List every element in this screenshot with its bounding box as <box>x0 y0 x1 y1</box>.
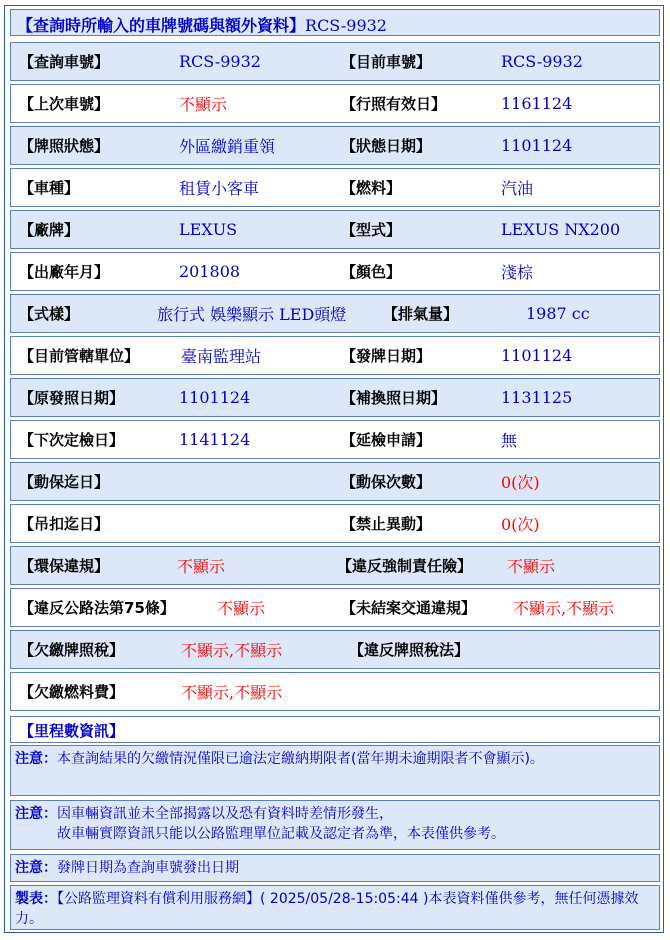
field-label: 【車種】 <box>19 179 80 197</box>
field-label: 【吊扣迄日】 <box>19 515 110 533</box>
field-value: 1101124 <box>501 346 573 365</box>
field-value: LEXUS NX200 <box>501 220 621 239</box>
field-label: 【動保次數】 <box>341 473 432 491</box>
note-line-2: 故車輛實際資訊只能以公路監理單位記載及認定者為準，本表僅供參考。 <box>57 826 505 842</box>
field-value: 不顯示,不顯示 <box>513 599 615 618</box>
info-row <box>10 420 660 459</box>
field-value: 無 <box>501 431 518 450</box>
footer-timestamp: ( 2025/05/28-15:05:44 ) <box>260 891 429 907</box>
field-label: 【狀態日期】 <box>341 137 432 155</box>
field-label: 【廠牌】 <box>19 221 80 239</box>
field-value: 1161124 <box>501 94 573 113</box>
note-text: 本查詢結果的欠繳情況僅限已逾法定繳納期限者(當年期未逾期限者不會顯示)。 <box>57 751 544 767</box>
field-label: 【違反強制責任險】 <box>337 557 473 575</box>
field-label: 【燃料】 <box>341 179 402 197</box>
field-value: LEXUS <box>179 220 238 239</box>
field-label: 【顏色】 <box>341 263 402 281</box>
info-row <box>10 126 660 165</box>
field-value: 不顯示 <box>177 557 226 576</box>
header-plate: RCS-9932 <box>305 16 387 35</box>
field-label: 【發牌日期】 <box>341 347 432 365</box>
footer-disclaimer: 本表資料僅供參考，無任何憑據效力。 <box>15 891 639 927</box>
field-label: 【延檢申請】 <box>341 431 432 449</box>
field-value: 外區繳銷重領 <box>179 137 276 156</box>
field-value: 淺棕 <box>501 263 534 282</box>
info-row <box>10 84 660 123</box>
report-header <box>10 9 660 36</box>
info-row <box>10 546 660 585</box>
note-key: 注意： <box>15 751 57 767</box>
field-value: RCS-9932 <box>501 52 583 71</box>
note-key: 注意： <box>15 806 57 822</box>
info-row <box>10 630 660 669</box>
field-label: 【禁止異動】 <box>341 515 432 533</box>
info-row <box>10 252 660 291</box>
note-overdue <box>10 745 660 796</box>
field-value: 1987 cc <box>526 304 590 323</box>
field-value: 臺南監理站 <box>181 347 262 366</box>
field-value: 1141124 <box>179 430 251 449</box>
field-label: 【排氣量】 <box>383 305 459 323</box>
field-label: 【行照有效日】 <box>341 95 447 113</box>
info-row <box>10 336 660 375</box>
field-label: 【下次定檢日】 <box>19 431 125 449</box>
field-value: 不顯示,不顯示 <box>181 683 283 702</box>
field-value: 不顯示 <box>507 557 556 576</box>
report-footer <box>10 885 660 930</box>
field-label: 【欠繳燃料費】 <box>19 683 125 701</box>
field-value: 汽油 <box>501 179 534 198</box>
field-label: 【目前管轄單位】 <box>19 347 140 365</box>
field-label: 【未結案交通違規】 <box>341 599 477 617</box>
report-frame <box>4 5 664 933</box>
field-value: 1101124 <box>179 388 251 407</box>
field-value: 1131125 <box>501 388 573 407</box>
field-label: 【原發照日期】 <box>19 389 125 407</box>
field-label: 【欠繳牌照稅】 <box>19 641 125 659</box>
note-text: 發牌日期為查詢車號發出日期 <box>57 860 239 876</box>
field-label: 【補換照日期】 <box>341 389 447 407</box>
field-value: RCS-9932 <box>179 52 261 71</box>
field-label: 【動保迄日】 <box>19 473 110 491</box>
field-value: 不顯示,不顯示 <box>181 641 283 660</box>
field-label: 【上次車號】 <box>19 95 110 113</box>
field-value: 201808 <box>179 262 241 281</box>
field-label: 【型式】 <box>341 221 402 239</box>
field-value: 1101124 <box>501 136 573 155</box>
note-key: 注意： <box>15 860 57 876</box>
field-value: 旅行式 娛樂顯示 LED頭燈 <box>157 305 347 324</box>
field-label: 【式樣】 <box>19 305 80 323</box>
mileage-section-title: 【里程數資訊】 <box>10 716 660 743</box>
info-row <box>10 672 660 711</box>
footer-service-name: 【公路監理資料有償利用服務網】 <box>57 891 260 907</box>
field-value: 0(次) <box>501 515 540 534</box>
info-row <box>10 168 660 207</box>
info-row <box>10 294 660 333</box>
field-value: 租賃小客車 <box>179 179 260 198</box>
info-row <box>10 210 660 249</box>
field-label: 【違反牌照稅法】 <box>349 641 470 659</box>
footer-key: 製表： <box>15 891 57 907</box>
info-row <box>10 42 660 81</box>
note-plate-date <box>10 854 660 882</box>
note-disclosure <box>10 800 660 850</box>
field-label: 【環保違規】 <box>19 557 110 575</box>
info-row <box>10 588 660 627</box>
field-label: 【違反公路法第75條】 <box>19 599 175 617</box>
field-value: 0(次) <box>501 473 540 492</box>
field-value: 不顯示 <box>179 95 228 114</box>
field-label: 【目前車號】 <box>341 53 432 71</box>
info-row <box>10 462 660 501</box>
info-row <box>10 504 660 543</box>
header-title: 【查詢時所輸入的車牌號碼與額外資料】 <box>17 16 306 35</box>
field-label: 【查詢車號】 <box>19 53 110 71</box>
info-row <box>10 378 660 417</box>
field-value: 不顯示 <box>217 599 266 618</box>
field-label: 【出廠年月】 <box>19 263 110 281</box>
field-label: 【牌照狀態】 <box>19 137 110 155</box>
note-line-1: 因車輛資訊並未全部揭露以及恐有資料時差情形發生， <box>57 806 393 822</box>
